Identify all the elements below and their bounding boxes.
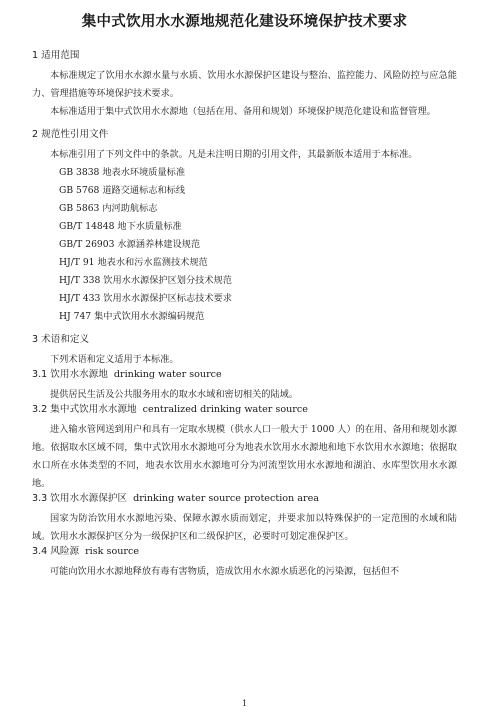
term-3-4-body: 可能向饮用水水源地释放有毒有害物质，造成饮用水水源水质恶化的污染源，包括但不 <box>50 566 400 577</box>
section-1-paragraph-2: 本标准适用于集中式饮用水水源地（包括在用、备用和规划）环境保护规范化建设和监督管理。 <box>50 106 436 117</box>
reference-item: HJ/T 433 饮用水水源保护区标志技术要求 <box>59 293 232 304</box>
reference-item: GB/T 26903 水源涵养林建设规范 <box>59 239 201 250</box>
section-3-heading: 3 术语和定义 <box>32 334 90 345</box>
term-3-3-heading-en: drinking water source protection area <box>133 493 319 504</box>
term-3-1-heading-en: drinking water source <box>113 369 222 380</box>
term-3-1-body: 提供居民生活及公共服务用水的取水水域和密切相关的陆域。 <box>50 389 299 400</box>
document-body <box>32 50 457 581</box>
reference-item: HJ/T 91 地表水和污水监测技术规范 <box>59 257 208 268</box>
term-3-3-heading <box>32 493 457 505</box>
term-3-3-body: 国家为防治饮用水水源地污染、保障水源水质而划定，并要求加以特殊保护的一定范围的水域和陆域。饮用水水源保护区分为一级保护区和二级保护区，必要时可划定准保护区。 <box>32 513 457 542</box>
term-3-3-heading-cn: 3.3 饮用水水源保护区 <box>32 493 128 504</box>
term-3-2-heading-cn: 3.2 集中式饮用水水源地 <box>32 404 137 415</box>
section-2-heading: 2 规范性引用文件 <box>32 129 109 140</box>
reference-item: HJ/T 338 饮用水水源保护区划分技术规范 <box>59 275 232 286</box>
reference-item: GB 5863 内河助航标志 <box>59 203 158 214</box>
term-3-1-heading <box>32 369 457 381</box>
reference-item: HJ 747 集中式饮用水水源编码规范 <box>59 311 205 322</box>
term-3-4-heading-en: risk source <box>85 546 140 557</box>
term-3-4-heading <box>32 546 457 558</box>
term-3-1-heading-cn: 3.1 饮用水水源地 <box>32 369 108 380</box>
section-1-heading: 1 适用范围 <box>32 50 80 61</box>
section-1-paragraph-1: 本标准规定了饮用水水源水量与水质、饮用水水源保护区建设与整治、监控能力、风险防控与应急能力、管理措施等环境保护技术要求。 <box>32 70 457 99</box>
term-3-2-heading <box>32 404 457 416</box>
section-3-intro: 下列术语和定义适用于本标准。 <box>50 354 179 365</box>
term-3-2-body: 进入输水管网送到用户和具有一定取水规模（供水人口一般大于 1000 人）的在用、备用和规划水源地。依据取水区域不同，集中式饮用水水源地可分为地表水饮用水水源地和地下水饮用水水源地；依据取水口所在水体类型的不同，地表水饮用水水源地可分为河流型饮用水水源地和湖泊、水库型饮用水水源地。 <box>32 424 457 489</box>
page-number: 1 <box>241 699 248 708</box>
term-3-2-heading-en: centralized drinking water source <box>142 404 308 415</box>
term-3-4-heading-cn: 3.4 风险源 <box>32 546 80 557</box>
reference-item: GB/T 14848 地下水质量标准 <box>59 221 182 232</box>
document-title: 集中式饮用水水源地规范化建设环境保护技术要求 <box>81 14 408 30</box>
reference-item: GB 3838 地表水环境质量标准 <box>59 167 186 178</box>
reference-item: GB 5768 道路交通标志和标线 <box>59 185 186 196</box>
section-2-intro: 本标准引用了下列文件中的条款。凡是未注明日期的引用文件，其最新版本适用于本标准。 <box>50 149 418 160</box>
